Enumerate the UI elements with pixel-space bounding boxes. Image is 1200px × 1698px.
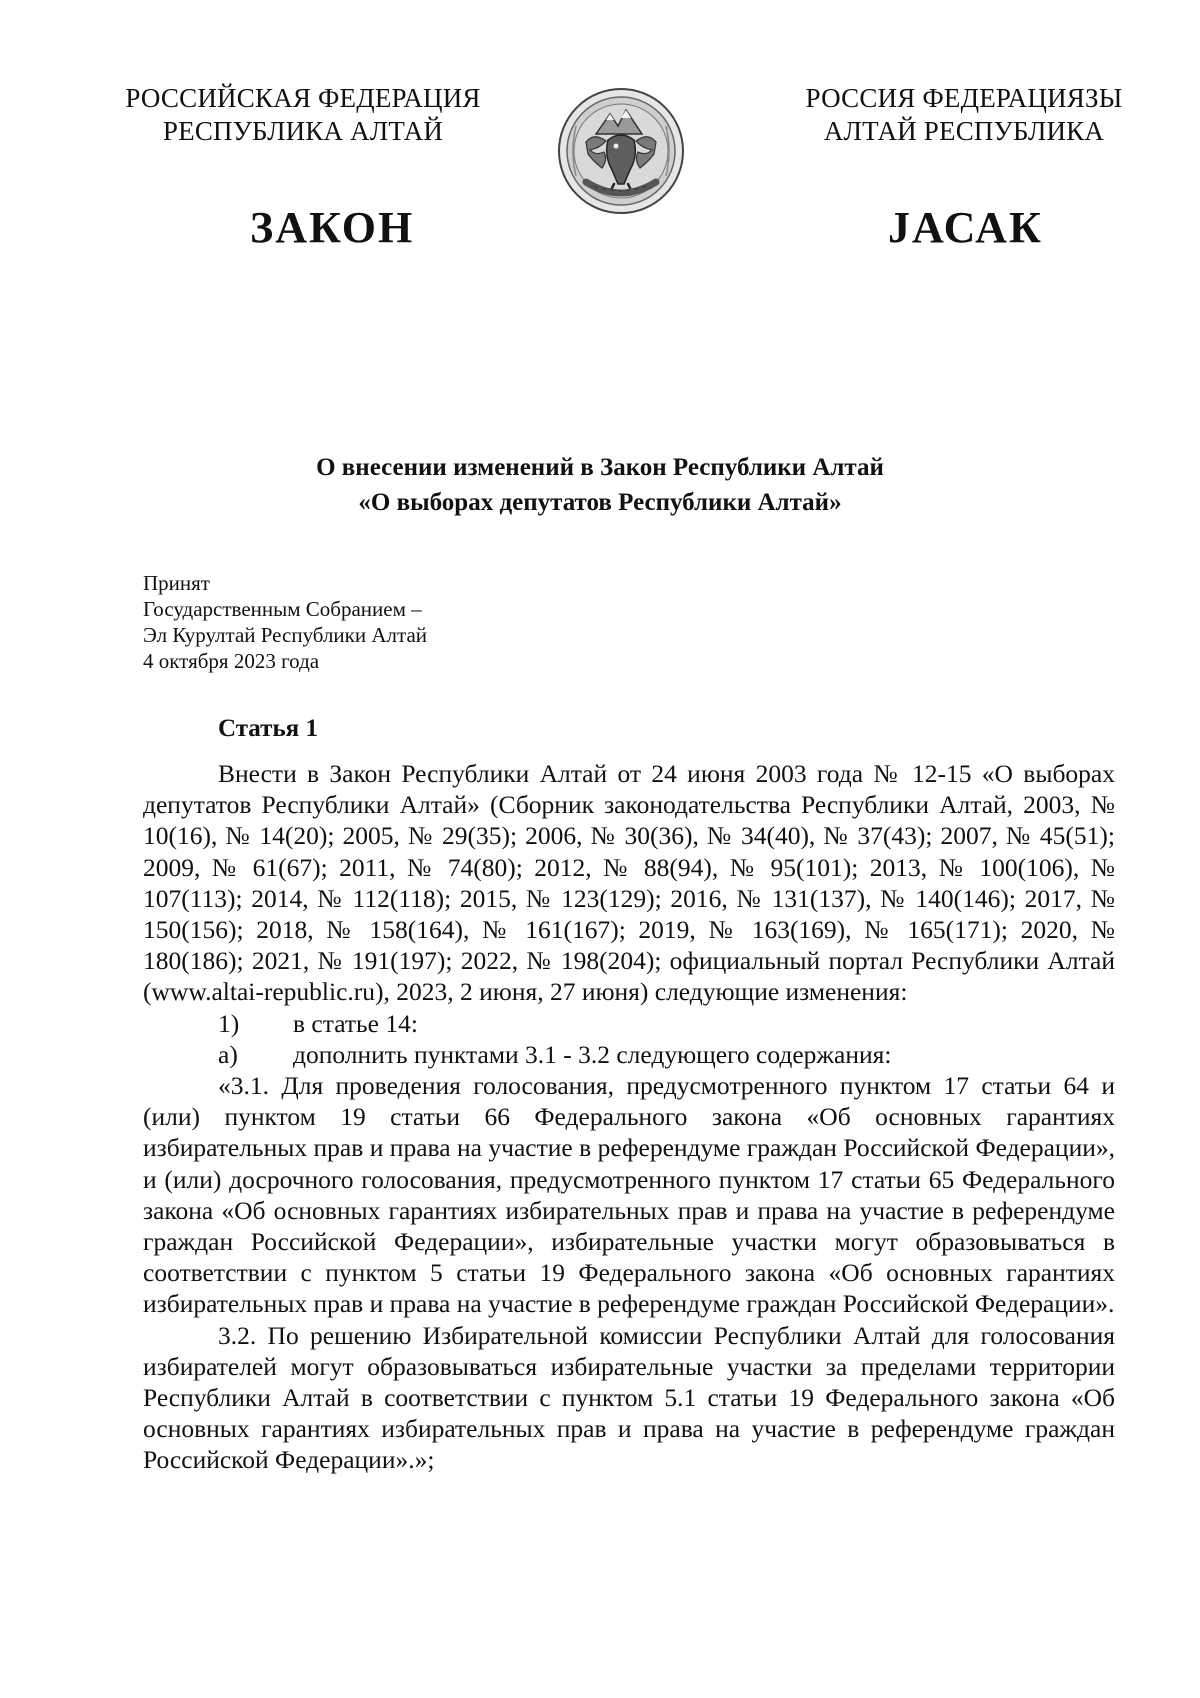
law-title-line2: «О выборах депутатов Республики Алтай» (358, 489, 842, 516)
adoption-line2: Государственным Собранием – (143, 597, 422, 621)
adoption-line1: Принят (143, 571, 210, 595)
header-right-line1: РОССИЯ ФЕДЕРАЦИЯЗЫ (805, 83, 1123, 113)
list-item (143, 1039, 1115, 1070)
header-left (112, 82, 494, 148)
header-left-line2: РЕСПУБЛИКА АЛТАЙ (162, 116, 444, 146)
paragraph-3-1: «3.1. Для проведения голосования, предусмотренного пунктом 17 статьи 64 и (или) пунктом 19 статьи 66 Федерального закона «Об основных гарантиях избирательных прав и права на участие в референдуме граждан Российской Федерации», и (или) досрочного голосования, предусмотренного пунктом 17 статьи 65 Федерального закона «Об основных гарантиях избирательных прав и права на участие в референдуме граждан Российской Федерации», избирательные участки могут образовываться в соответствии с пунктом 5 статьи 19 Федерального закона «Об основных гарантиях избирательных прав и права на участие в референдуме граждан Российской Федерации». (143, 1071, 1115, 1319)
adoption-block (143, 570, 427, 674)
article-body (143, 758, 1115, 1476)
list-item-number: а) (218, 1039, 238, 1069)
law-title (140, 450, 1060, 520)
list-item-text: в статье 14: (293, 1008, 418, 1038)
adoption-date: 4 октября 2023 года (143, 649, 320, 673)
header-right (780, 82, 1148, 148)
header-right-line2: АЛТАЙ РЕСПУБЛИКА (823, 116, 1105, 146)
law-title-line1: О внесении изменений в Закон Республики Алтай (316, 454, 884, 481)
adoption-line3: Эл Курултай Республики Алтай (143, 623, 428, 647)
list-item-number: 1) (218, 1008, 240, 1038)
doc-type-altai: JАСАК (888, 203, 1043, 252)
coat-of-arms-icon (556, 86, 686, 216)
paragraph-3-2: 3.2. По решению Избирательной комиссии Республики Алтай для голосования избирателей могут образовываться избирательные участки за пределами территории Республики Алтай в соответствии с пунктом 5.1 статьи 19 Федерального закона «Об основных гарантиях избирательных прав и права на участие в референдуме граждан Российской Федерации».»; (143, 1320, 1115, 1475)
header-left-line1: РОССИЙСКАЯ ФЕДЕРАЦИЯ (125, 83, 481, 113)
list-item (143, 1008, 1115, 1039)
doc-type-russian: ЗАКОН (250, 203, 415, 252)
article-heading: Статья 1 (218, 715, 318, 742)
article-intro-paragraph: Внести в Закон Республики Алтай от 24 июня 2003 года № 12-15 «О выборах депутатов Республики Алтай» (Сборник законодательства Республики Алтай, 2003, № 10(16), № 14(20); 2005, № 29(35); 2006, № 30(36), № 34(40), № 37(43); 2007, № 45(51); 2009, № 61(67); 2011, № 74(80); 2012, № 88(94), № 95(101); 2013, № 100(106), № 107(113); 2014, № 112(118); 2015, № 123(129); 2016, № 131(137), № 140(146); 2017, № 150(156); 2018, № 158(164), № 161(167); 2019, № 163(169), № 165(171); 2020, № 180(186); 2021, № 191(197); 2022, № 198(204); официальный портал Республики Алтай (www.altai-republic.ru), 2023, 2 июня, 27 июня) следующие изменения: (143, 759, 1115, 1007)
list-item-text: дополнить пунктами 3.1 - 3.2 следующего содержания: (293, 1039, 892, 1069)
